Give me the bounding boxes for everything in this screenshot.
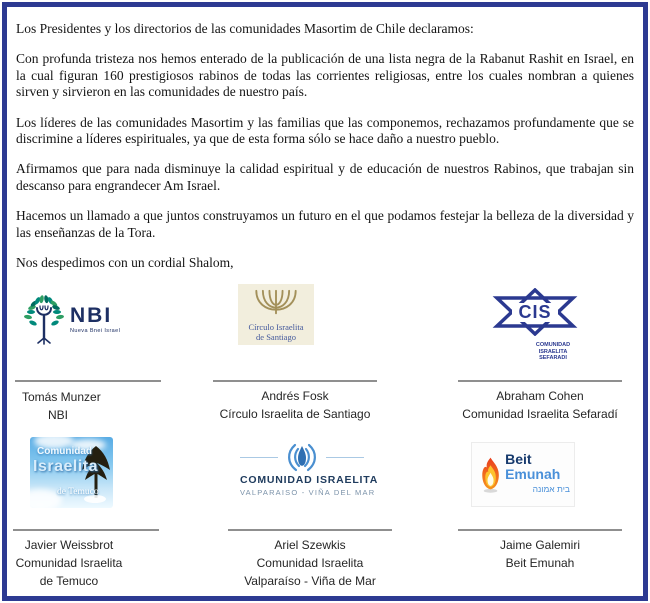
logo-cis: [487, 288, 583, 362]
temuco-line3: de Temuco: [57, 487, 99, 497]
cis-sub-line1: COMUNIDAD: [535, 342, 571, 348]
stgo-name-line2: de Santiago: [256, 332, 296, 342]
letter-paragraph: Los Presidentes y los directorios de las comunidades Masortim de Chile declaramos:: [16, 21, 474, 36]
beit-word2: Emunah: [505, 466, 561, 482]
logo-circulo-israelita-santiago: [238, 284, 314, 345]
beit-hebrew: בית אמונה: [532, 484, 570, 494]
nbi-acronym: NBI: [70, 304, 113, 327]
signature-block-circulo-santiago: [213, 380, 377, 423]
beit-word1: Beit: [505, 451, 532, 467]
signature-line: [213, 380, 377, 382]
flame-icon: [480, 450, 501, 500]
signer-org: Beit Emunah: [505, 556, 575, 570]
signer-name: Javier Weissbrot: [24, 538, 114, 552]
signature-block-beit-emunah: [458, 529, 622, 572]
signer-org: Círculo Israelita de Santiago: [219, 407, 371, 421]
menorah-icon: [251, 287, 301, 317]
letter-paragraph: Nos despedimos con un cordial Shalom,: [16, 255, 234, 271]
signature-block-temuco: [13, 529, 159, 590]
signature-line: [15, 380, 161, 382]
letter-paragraph: Los líderes de las comunidades Masortim y las familias que las componemos, rechazamos profundamente que se discrimine a líderes espirituales, ya que de esta forma sólo se hace daño a nuestro pueblo.: [16, 114, 634, 147]
star-of-david-icon: [487, 288, 583, 336]
signer-org: Valparaíso - Viña de Mar: [244, 574, 376, 588]
nbi-subtitle: Nueva Bnei Israel: [70, 328, 121, 334]
logo-nbi: [24, 292, 120, 348]
valparaiso-line2: VALPARAISO - VIÑA DEL MAR: [240, 488, 376, 497]
signer-org: Comunidad Israelita Sefaradí: [462, 407, 618, 421]
signature-line: [228, 529, 392, 531]
nbi-tree-icon: [24, 292, 64, 348]
emblem-rule-left: [240, 457, 278, 458]
letter-paragraph: Afirmamos que para nada disminuye la calidad espiritual y de educación de nuestros Rabinos, que trabajan sin descanso para engrandecer Am Israel.: [16, 161, 634, 193]
cis-acronym: CIS: [518, 302, 552, 322]
signer-org: de Temuco: [39, 574, 99, 588]
signature-line: [458, 529, 622, 531]
logo-comunidad-israelita-temuco: [30, 437, 113, 508]
signer-org: NBI: [48, 408, 69, 422]
signer-org: Comunidad Israelita: [256, 556, 364, 570]
signature-block-sefaradi: [458, 380, 622, 423]
signer-org: Comunidad Israelita: [15, 556, 123, 570]
emblem-rule-right: [326, 457, 364, 458]
signer-name: Andrés Fosk: [261, 389, 329, 403]
flame-emblem-icon: [284, 442, 320, 472]
temuco-line2: Israelita: [33, 458, 98, 475]
letter-body: [16, 21, 634, 285]
valparaiso-line1: COMUNIDAD ISRAELITA: [240, 474, 379, 486]
logo-beit-emunah: [471, 442, 575, 507]
signature-block-nbi: [15, 380, 161, 424]
signature-block-valparaiso: [228, 529, 392, 590]
logo-comunidad-israelita-valparaiso: [240, 442, 379, 497]
cis-sub-line3: SEFARADI: [539, 355, 567, 361]
stgo-name-line1: Círculo Israelita: [248, 322, 304, 332]
signer-name: Jaime Galemiri: [499, 538, 580, 552]
letter-paragraph: Hacemos un llamado a que juntos construyamos un futuro en el que podamos festejar la belleza de la diversidad y las enseñanzas de la Tora.: [16, 208, 634, 240]
cis-sub-line2: ISRAELITA: [538, 348, 568, 355]
signature-line: [458, 380, 622, 382]
letter-paragraph: Con profunda tristeza nos hemos enterado de la publicación de una lista negra de la Rabanut Rashit en Israel, en la cual figuran 160 prestigiosos rabinos de todas las corrientes religiosas, entre los cuales nombran a quienes sirven y sirvieron en las comunidades de nuestro país.: [16, 51, 634, 100]
temuco-line1: Comunidad: [37, 446, 92, 457]
signer-name: Abraham Cohen: [496, 389, 584, 403]
signer-name: Ariel Szewkis: [274, 538, 346, 552]
signer-name: Tomás Munzer: [22, 390, 101, 404]
